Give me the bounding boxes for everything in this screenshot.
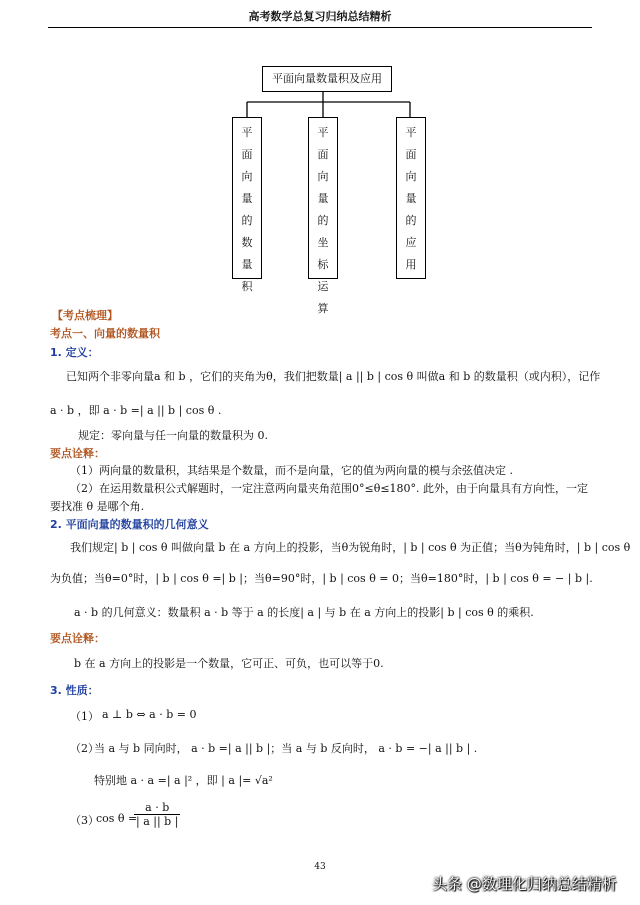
diagram-branch-char: 坐 — [317, 236, 329, 249]
diagram-branch-char: 平 — [405, 126, 417, 139]
definition-line-1: 已知两个非零向量a 和 b ，它们的夹角为θ，我们把数量| a || b | cos θ 叫做a 和 b 的数量积（或内积），记作 — [66, 370, 601, 383]
property-3-lhs: cos θ = — [96, 812, 138, 825]
diagram-branch-char: 量 — [241, 258, 253, 271]
property-2: 当 a 与 b 同向时， a · b =| a || b |；当 a 与 b 反向时， a · b = −| a || b | . — [94, 742, 478, 755]
page-number: 43 — [314, 862, 326, 872]
geometric-line-3: a · b 的几何意义：数量积 a · b 等于 a 的长度| a | 与 b 在 a 方向上的投影| b | cos θ 的乘积. — [74, 606, 534, 619]
definition-line-2: a · b ，即 a · b =| a || b | cos θ . — [50, 404, 222, 417]
diagram-branch-char: 数 — [241, 236, 253, 249]
diagram-root-box: 平面向量数量积及应用 — [262, 66, 392, 92]
projection-note: b 在 a 方向上的投影是一个数量，它可正、可负，也可以等于0. — [74, 657, 384, 670]
diagram-branch-char: 平 — [241, 126, 253, 139]
diagram-branch-char: 向 — [241, 170, 253, 183]
watermark: 头条 @数理化归纳总结精析 — [432, 875, 617, 893]
geometric-line-1: 我们规定| b | cos θ 叫做向量 b 在 a 方向上的投影，当θ为锐角时，| b | cos θ 为正值；当θ为钝角时，| b | cos θ — [70, 541, 631, 554]
property-2-special-case: 特别地 a · a =| a |² ，即 | a |= √a² — [94, 774, 273, 787]
section-tag: 【考点梳理】 — [52, 309, 118, 322]
heading-geometric-meaning: 2. 平面向量的数量积的几何意义 — [50, 518, 209, 531]
key-point-1: 考点一、向量的数量积 — [50, 327, 160, 340]
heading-properties: 3. 性质： — [50, 684, 99, 697]
diagram-branch-dot-product — [232, 117, 262, 293]
property-1-number: （1） — [70, 710, 99, 723]
diagram-branch-char: 平 — [317, 126, 329, 139]
note-label-1: 要点诠释： — [50, 447, 105, 460]
heading-definition: 1. 定义： — [50, 346, 99, 359]
diagram-branch-char: 算 — [317, 302, 329, 315]
diagram-branch-char: 量 — [317, 192, 329, 205]
diagram-branch-char: 的 — [317, 214, 329, 227]
property-3-number: （3） — [70, 814, 99, 827]
property-2-number: （2） — [70, 742, 99, 755]
fraction-numerator: a · b — [134, 801, 180, 815]
diagram-branch-applications — [396, 117, 426, 279]
diagram-branch-char: 的 — [405, 214, 417, 227]
zero-vector-rule: 规定：零向量与任一向量的数量积为 0. — [78, 429, 268, 442]
diagram-branch-char: 积 — [241, 280, 253, 293]
note-2b: 要找准 θ 是哪个角. — [50, 500, 145, 513]
page-header: 高考数学总复习归纳总结精析 — [248, 10, 392, 23]
diagram-branch-coordinate-ops — [308, 117, 338, 315]
diagram-branch-char: 应 — [405, 236, 417, 249]
diagram-branch-char: 的 — [241, 214, 253, 227]
diagram-branch-char: 量 — [241, 192, 253, 205]
diagram-branch-char: 面 — [317, 148, 329, 161]
diagram-branch-char: 用 — [405, 258, 417, 271]
diagram-branch-char: 向 — [317, 170, 329, 183]
diagram-branch-char: 运 — [317, 280, 329, 293]
diagram-branch-char: 面 — [241, 148, 253, 161]
geometric-line-2: 为负值；当θ=0°时，| b | cos θ =| b |；当θ=90°时，| b | cos θ = 0；当θ=180°时，| b | cos θ = − | b |. — [50, 572, 593, 585]
diagram-branch-char: 向 — [405, 170, 417, 183]
fraction-denominator: | a || b | — [136, 815, 179, 828]
property-1: a ⊥ b ⇔ a · b = 0 — [102, 708, 197, 721]
note-1: （1）两向量的数量积，其结果是个数量，而不是向量，它的值为两向量的模与余弦值决定 . — [70, 464, 513, 477]
diagram-branch-char: 标 — [317, 258, 329, 271]
property-3-fraction — [134, 801, 180, 828]
diagram-branch-char: 量 — [405, 192, 417, 205]
diagram-branch-char: 面 — [405, 148, 417, 161]
note-label-2: 要点诠释： — [50, 632, 105, 645]
note-2a: （2）在运用数量积公式解题时，一定注意两向量夹角范围0°≤θ≤180°. 此外，由于向量具有方向性，一定 — [70, 482, 589, 495]
